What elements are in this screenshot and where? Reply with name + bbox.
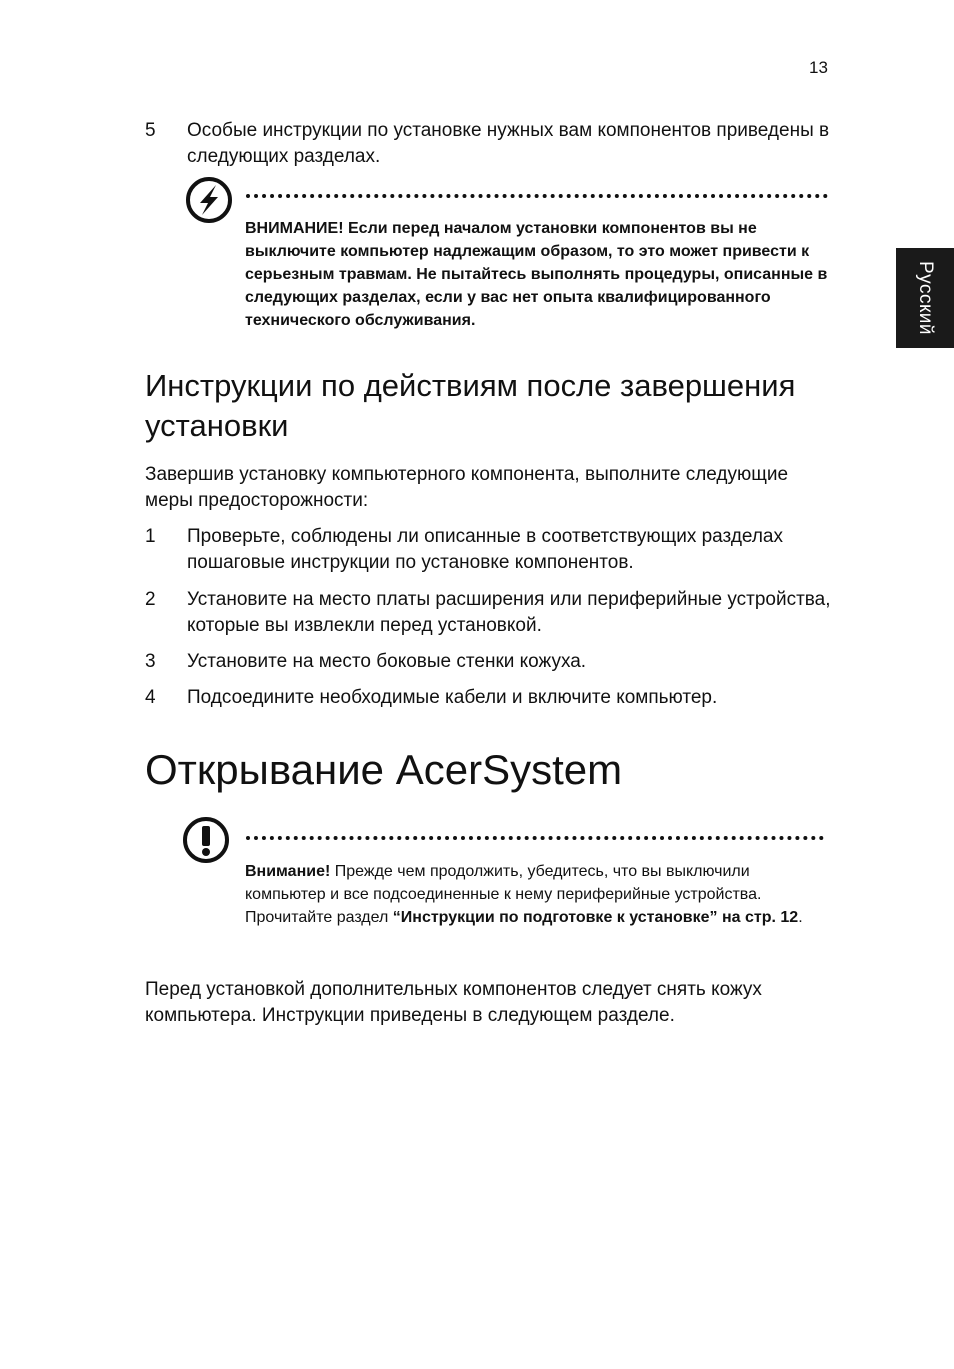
caution-end: .: [798, 909, 803, 926]
step-number: 4: [145, 687, 156, 708]
section-heading: Инструкции по действиям после завершения установки: [145, 368, 796, 443]
warning-divider: [246, 194, 828, 198]
caution-body: Прежде чем продолжить, убедитесь, что вы выключили компьютер и все подсоединенные к нему периферийные устройства. Прочитайте раздел: [245, 863, 762, 926]
step-text: Особые инструкции по установке нужных вам компонентов приведены в следующих разделах.: [187, 120, 830, 167]
step-text: Установите на место боковые стенки кожуха.: [187, 651, 587, 672]
step-text: Проверьте, соблюдены ли описанные в соответствующих разделах пошаговые инструкции по установке компонентов.: [187, 526, 783, 573]
caution-reference: “Инструкции по подготовке к установке” на стр. 12: [392, 909, 799, 926]
lightning-warning-icon: [185, 176, 233, 229]
step-number: 5: [145, 120, 156, 141]
exclamation-caution-icon: [182, 816, 230, 869]
caution-label: Внимание!: [245, 863, 331, 880]
step-number: 2: [145, 589, 156, 610]
step-text: Подсоедините необходимые кабели и включите компьютер.: [187, 687, 718, 708]
step-number: 3: [145, 651, 156, 672]
language-tab-label: Русский: [915, 261, 936, 335]
caution-text: [245, 860, 825, 929]
chapter-heading: Открывание AcerSystem: [145, 746, 623, 793]
caution-divider: [246, 836, 824, 840]
chapter-paragraph: Перед установкой дополнительных компонентов следует снять кожух компьютера. Инструкции приведены в следующем разделе.: [145, 979, 762, 1026]
step-number: 1: [145, 526, 156, 547]
step-text: Установите на место платы расширения или периферийные устройства, которые вы извлекли перед установкой.: [187, 589, 831, 636]
language-tab: [896, 248, 954, 348]
section-intro: Завершив установку компьютерного компонента, выполните следующие меры предосторожности:: [145, 464, 789, 511]
warning-text: ВНИМАНИЕ! Если перед началом установки компонентов вы не выключите компьютер надлежащим образом, то это может привести к серьезным травмам. Не пытайтесь выполнять процедуры, описанные в следующих разделах, если у вас нет опыта квалифицированного технического обслуживания.: [245, 220, 828, 329]
page-number: 13: [809, 58, 828, 77]
